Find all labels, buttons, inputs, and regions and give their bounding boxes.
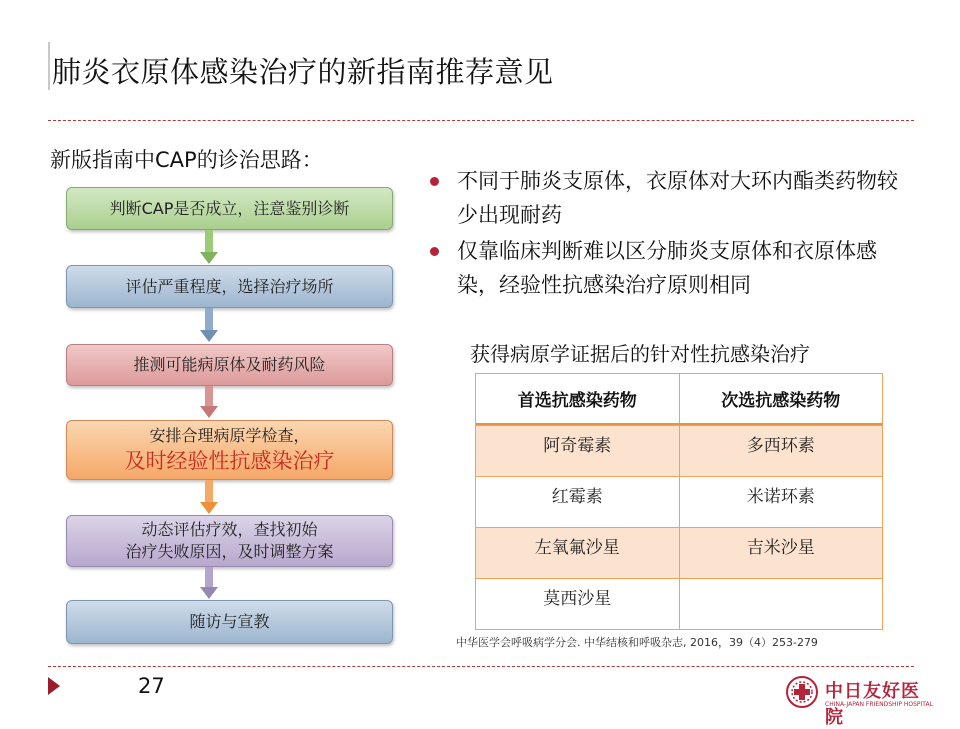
table-row xyxy=(476,578,882,629)
bullet-list xyxy=(428,164,918,304)
table-cell: 多西环素 xyxy=(679,426,883,476)
flow-step-followup xyxy=(66,600,393,644)
page-number: 27 xyxy=(138,674,165,698)
hospital-logo xyxy=(785,675,935,728)
flow-arrow-down-icon xyxy=(200,230,218,264)
table-cell xyxy=(679,579,883,629)
table-row xyxy=(476,425,882,476)
hospital-name-cn: 中日友好医院 xyxy=(825,681,920,728)
flow-step-text: 推测可能病原体及耐药风险 xyxy=(133,355,326,374)
bullet-item: 仅靠临床判断难以区分肺炎支原体和衣原体感染，经验性抗感染治疗原则相同 xyxy=(428,234,918,302)
table-cell: 红霉素 xyxy=(551,487,603,507)
flow-step-severity xyxy=(66,265,393,308)
flow-subtitle: 新版指南中CAP的诊治思路： xyxy=(50,148,323,172)
table-caption: 获得病原学证据后的针对性抗感染治疗 xyxy=(470,342,810,366)
table-cell: 吉米沙星 xyxy=(679,528,883,578)
table-row xyxy=(476,527,882,578)
table-cell: 莫西沙星 xyxy=(543,589,612,609)
table-cell: 左氧氟沙星 xyxy=(534,538,620,558)
hospital-emblem-icon xyxy=(785,675,819,709)
slide-title: 肺炎衣原体感染治疗的新指南推荐意见 xyxy=(52,55,554,89)
page-marker-triangle-icon xyxy=(48,677,60,695)
flow-step-text: 评估严重程度，选择治疗场所 xyxy=(125,276,334,296)
top-divider xyxy=(48,120,914,121)
flow-arrow-down-icon xyxy=(200,308,218,342)
flow-step-text: 安排合理病原学检查， xyxy=(149,426,310,445)
table-cell: 米诺环素 xyxy=(679,477,883,527)
hospital-name-en: CHINA-JAPAN FRIENDSHIP HOSPITAL xyxy=(825,701,933,708)
bottom-divider xyxy=(48,666,914,667)
flow-arrow-down-icon xyxy=(200,386,218,418)
flow-step-text: 动态评估疗效，查找初始 xyxy=(141,520,318,539)
flow-step-diagnosis xyxy=(66,187,393,230)
table-row xyxy=(476,476,882,527)
table-header-row xyxy=(476,374,882,425)
flow-step-text: 随访与宣教 xyxy=(189,612,270,631)
bullet-item: 不同于肺炎支原体，衣原体对大环内酯类药物较少出现耐药 xyxy=(428,164,918,232)
flow-step-text: 治疗失败原因，及时调整方案 xyxy=(125,542,334,561)
flow-step-pathogen xyxy=(66,344,393,386)
flow-arrow-down-icon xyxy=(200,567,218,599)
flow-arrow-down-icon xyxy=(200,480,218,514)
header-cell: 次选抗感染药物 xyxy=(679,374,883,423)
drug-table xyxy=(475,373,883,630)
flow-step-highlight: 及时经验性抗感染治疗 xyxy=(124,449,335,473)
header-cell: 首选抗感染药物 xyxy=(517,391,637,411)
table-cell: 阿奇霉素 xyxy=(543,436,612,456)
bullet-dot-icon xyxy=(430,247,439,256)
citation: 中华医学会呼吸病学分会. 中华结核和呼吸杂志, 2016，39（4）253-279 xyxy=(456,636,818,649)
bullet-dot-icon xyxy=(430,177,439,186)
title-accent-bar xyxy=(48,42,50,90)
flow-step-text: 判断CAP是否成立，注意鉴别诊断 xyxy=(109,198,350,218)
flow-step-empirical-treatment xyxy=(66,420,393,480)
flow-step-evaluation xyxy=(66,515,393,567)
